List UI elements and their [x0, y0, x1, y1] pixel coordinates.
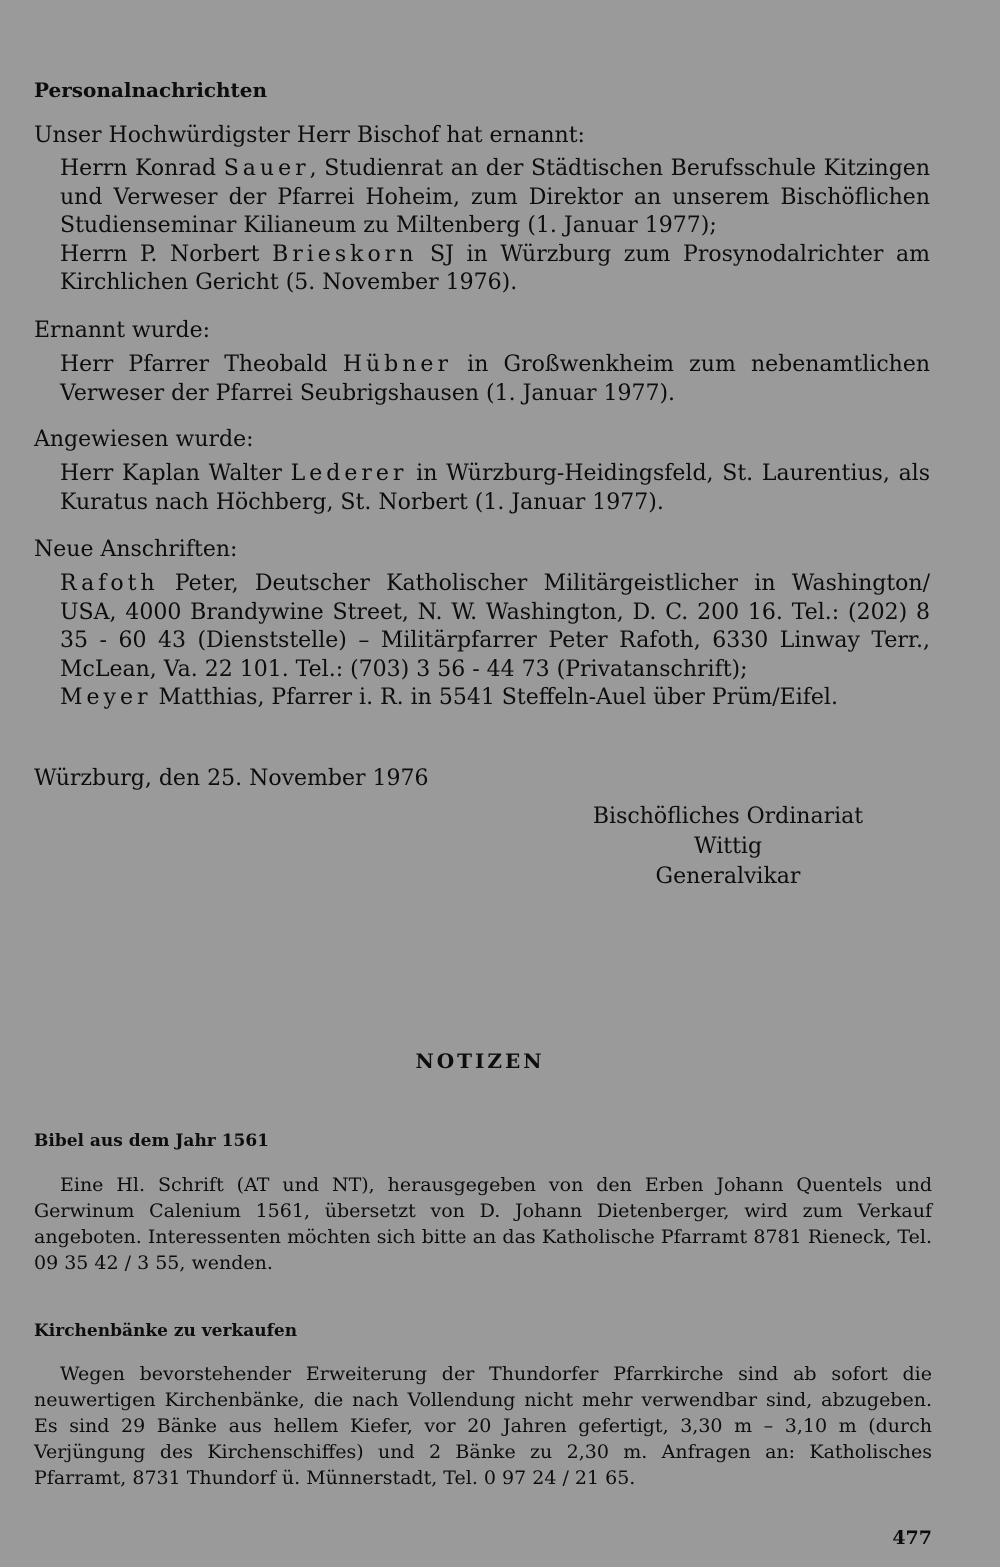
signature-block: [578, 802, 878, 892]
anschriften-block: [60, 570, 930, 713]
name-brieskorn: Brieskorn: [272, 241, 418, 267]
ernannt-heading: Ernannt wurde:: [34, 318, 211, 343]
angewiesen-heading: Angewiesen wurde:: [34, 427, 254, 452]
signature-title: Generalvikar: [655, 864, 801, 889]
baenke-heading: Kirchenbänke zu verkaufen: [34, 1321, 298, 1341]
section-heading-personalnachrichten: Personalnachrichten: [34, 78, 268, 102]
appointment-huebner-post: in Großwenkheim zum nebenamtlichen Verweser der Pfarrei Seubrigshausen (1. Januar 1977).: [60, 352, 931, 406]
date-line: Würzburg, den 25. November 1976: [34, 766, 429, 791]
appointment-sauer-post: , Studienrat an der Städtischen Berufsschule Kitzingen und Verweser der Pfarrei Hoheim, zum Direktor an unserem Bischöflichen Studienseminar Kilianeum zu Miltenberg (1. Januar 1977);: [60, 156, 930, 238]
appointment-huebner-pre: Herr Pfarrer Theobald: [60, 352, 343, 377]
address-rafoth-text: Peter, Deutscher Katholischer Militärgeistlicher in Washington/ USA, 4000 Brandywine Street, N. W. Washington, D. C. 200 16. Tel.: (202) 8 35 - 60 43 (Dienststelle) – Militärpfarrer Peter Rafoth, 6330 Linway Terr., McLean, Va. 22 101. Tel.: (703) 3 56 - 44 73 (Privatanschrift);: [60, 571, 930, 682]
address-meyer: [60, 684, 930, 713]
name-sauer: Sauer: [223, 156, 310, 181]
name-rafoth: Rafoth: [60, 571, 159, 596]
notizen-heading: NOTIZEN: [415, 1049, 545, 1073]
page-number: 477: [892, 1527, 932, 1549]
bibel-heading: Bibel aus dem Jahr 1561: [34, 1131, 269, 1151]
signature-office: Bischöfliches Ordinariat: [592, 804, 864, 829]
signature-name: Wittig: [693, 834, 763, 859]
appointments-block: [60, 155, 930, 298]
appointment-lederer: [60, 460, 930, 517]
name-huebner: Hübner: [342, 352, 452, 377]
appointment-brieskorn: [60, 241, 930, 298]
appointment-brieskorn-post: SJ in Würzburg zum Prosynodalrichter am Kirchlichen Gericht (5. November 1976).: [60, 241, 930, 295]
appointment-sauer: [60, 155, 930, 241]
bibel-text: Eine Hl. Schrift (AT und NT), herausgegeben von den Erben Johann Quentels und Gerwinum Calenium 1561, übersetzt von D. Johann Dietenberger, wird zum Verkauf angeboten. Interessenten möchten sich bitte an das Katholische Pfarramt 8781 Rieneck, Tel. 09 35 42 / 3 55, wenden.: [34, 1174, 932, 1274]
address-rafoth: [60, 570, 930, 684]
baenke-text: Wegen bevorstehender Erweiterung der Thundorfer Pfarrkirche sind ab sofort die neuwertigen Kirchenbänke, die nach Vollendung nicht mehr verwendbar sind, abzugeben. Es sind 29 Bänke aus hellem Kiefer, vor 20 Jahren gefertigt, 3,30 m – 3,10 m (durch Verjüngung des Kirchenschiffes) und 2 Bänke zu 2,30 m. Anfragen an: Katholisches Pfarramt, 8731 Thundorf ü. Münnerstadt, Tel. 0 97 24 / 21 65.: [34, 1363, 932, 1489]
angewiesen-block: [60, 460, 930, 517]
name-lederer: Lederer: [290, 461, 408, 486]
appointment-huebner: [60, 351, 930, 408]
name-meyer: Meyer: [60, 685, 152, 710]
appointment-lederer-post: in Würzburg-Heidingsfeld, St. Laurentius, als Kuratus nach Höchberg, St. Norbert (1. Januar 1977).: [60, 461, 931, 515]
ernannt-block: [60, 351, 930, 408]
appointment-sauer-pre: Herrn Konrad: [60, 156, 224, 181]
appointment-lederer-pre: Herr Kaplan Walter: [60, 461, 291, 486]
address-meyer-text: Matthias, Pfarrer i. R. in 5541 Steffeln-Auel über Prüm/Eifel.: [151, 685, 838, 710]
anschriften-heading: Neue Anschriften:: [34, 537, 238, 562]
appointment-brieskorn-pre: Herrn P. Norbert: [60, 241, 273, 267]
intro-line: Unser Hochwürdigster Herr Bischof hat ernannt:: [34, 123, 585, 148]
